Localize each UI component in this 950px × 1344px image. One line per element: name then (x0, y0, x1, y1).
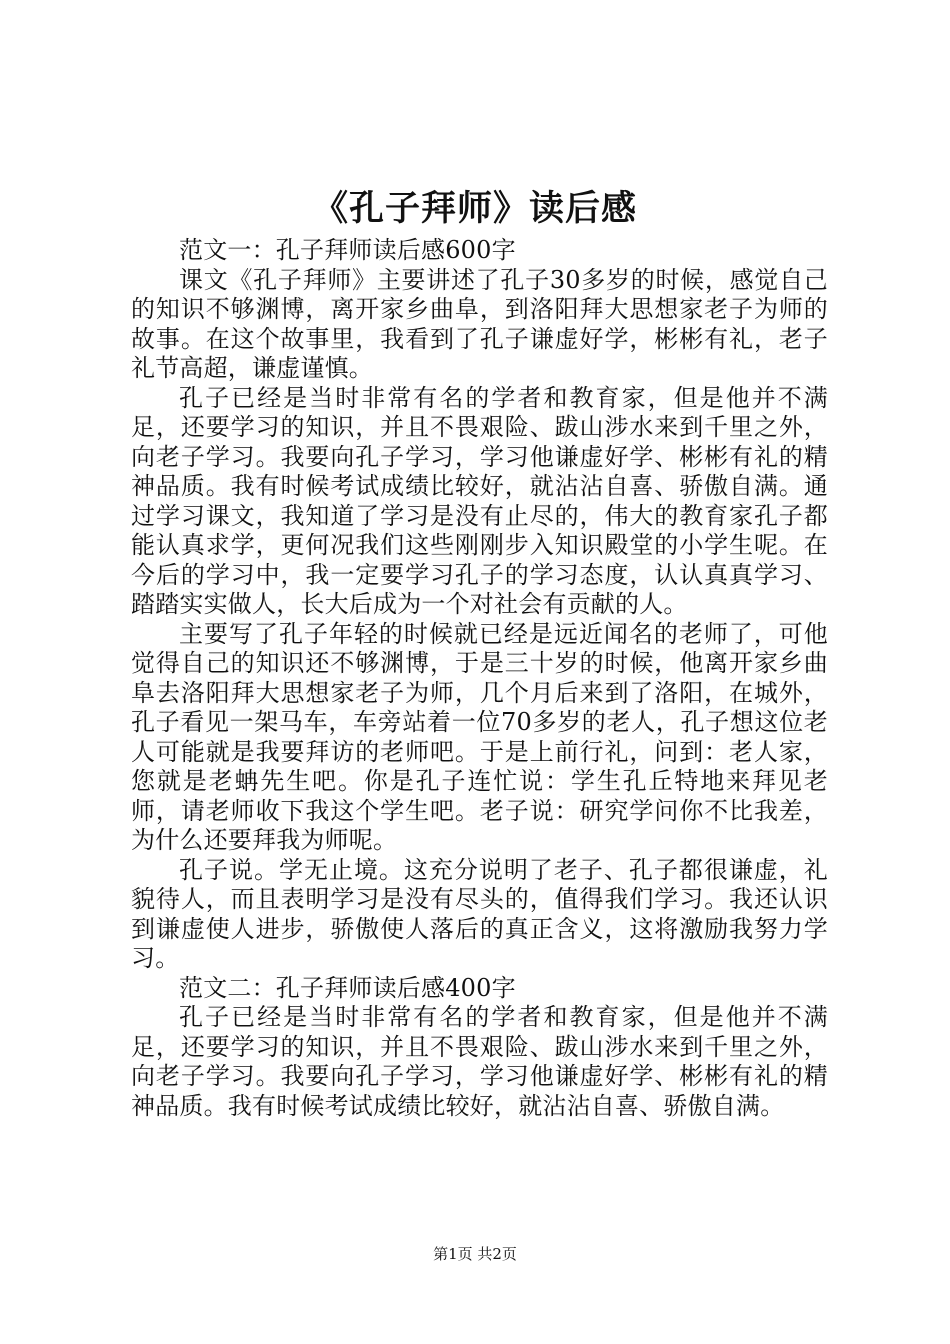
page-footer: 第1页 共2页 (433, 1245, 517, 1263)
body-paragraph: 主要写了孔子年轻的时候就已经是远近闻名的老师了，可他觉得自己的知识还不够渊博，于是三十岁的时候，他离开家乡曲阜去洛阳拜大思想家老子为师，几个月后来到了洛阳，在城外，孔子看见一架马车，车旁站着一位70多岁的老人，孔子想这位老人可能就是我要拜访的老师吧。于是上前行礼，问到：老人家，您就是老蚺先生吧。你是孔子连忙说：学生孔丘特地来拜见老师，请老师收下我这个学生吧。老子说：研究学问你不比我差，为什么还要拜我为师呢。 (131, 619, 828, 854)
body-paragraph: 课文《孔子拜师》主要讲述了孔子30多岁的时候，感觉自己的知识不够渊博，离开家乡曲阜，到洛阳拜大思想家老子为师的故事。在这个故事里，我看到了孔子谦虚好学，彬彬有礼，老子礼节高超，谦虚谨慎。 (131, 265, 828, 382)
document-body (131, 236, 828, 1121)
section-heading-2: 范文二：孔子拜师读后感400字 (179, 973, 516, 1002)
body-paragraph: 孔子已经是当时非常有名的学者和教育家，但是他并不满足，还要学习的知识，并且不畏艰险、跋山涉水来到千里之外，向老子学习。我要向孔子学习，学习他谦虚好学、彬彬有礼的精神品质。我有时候考试成绩比较好，就沾沾自喜、骄傲自满。 (131, 1003, 828, 1120)
section-heading-1: 范文一：孔子拜师读后感600字 (179, 236, 516, 264)
document-title: 《孔子拜师》读后感 (312, 189, 637, 229)
body-paragraph: 孔子已经是当时非常有名的学者和教育家，但是他并不满足，还要学习的知识，并且不畏艰险、跋山涉水来到千里之外，向老子学习。我要向孔子学习，学习他谦虚好学、彬彬有礼的精神品质。我有时候考试成绩比较好，就沾沾自喜、骄傲自满。通过学习课文，我知道了学习是没有止尽的，伟大的教育家孔子都能认真求学，更何况我们这些刚刚步入知识殿堂的小学生呢。在今后的学习中，我一定要学习孔子的学习态度，认认真真学习、踏踏实实做人，长大后成为一个对社会有贡献的人。 (131, 383, 828, 618)
body-paragraph: 孔子说。学无止境。这充分说明了老子、孔子都很谦虚，礼貌待人，而且表明学习是没有尽头的，值得我们学习。我还认识到谦虚使人进步，骄傲使人落后的真正含义，这将激励我努力学习。 (131, 855, 828, 972)
